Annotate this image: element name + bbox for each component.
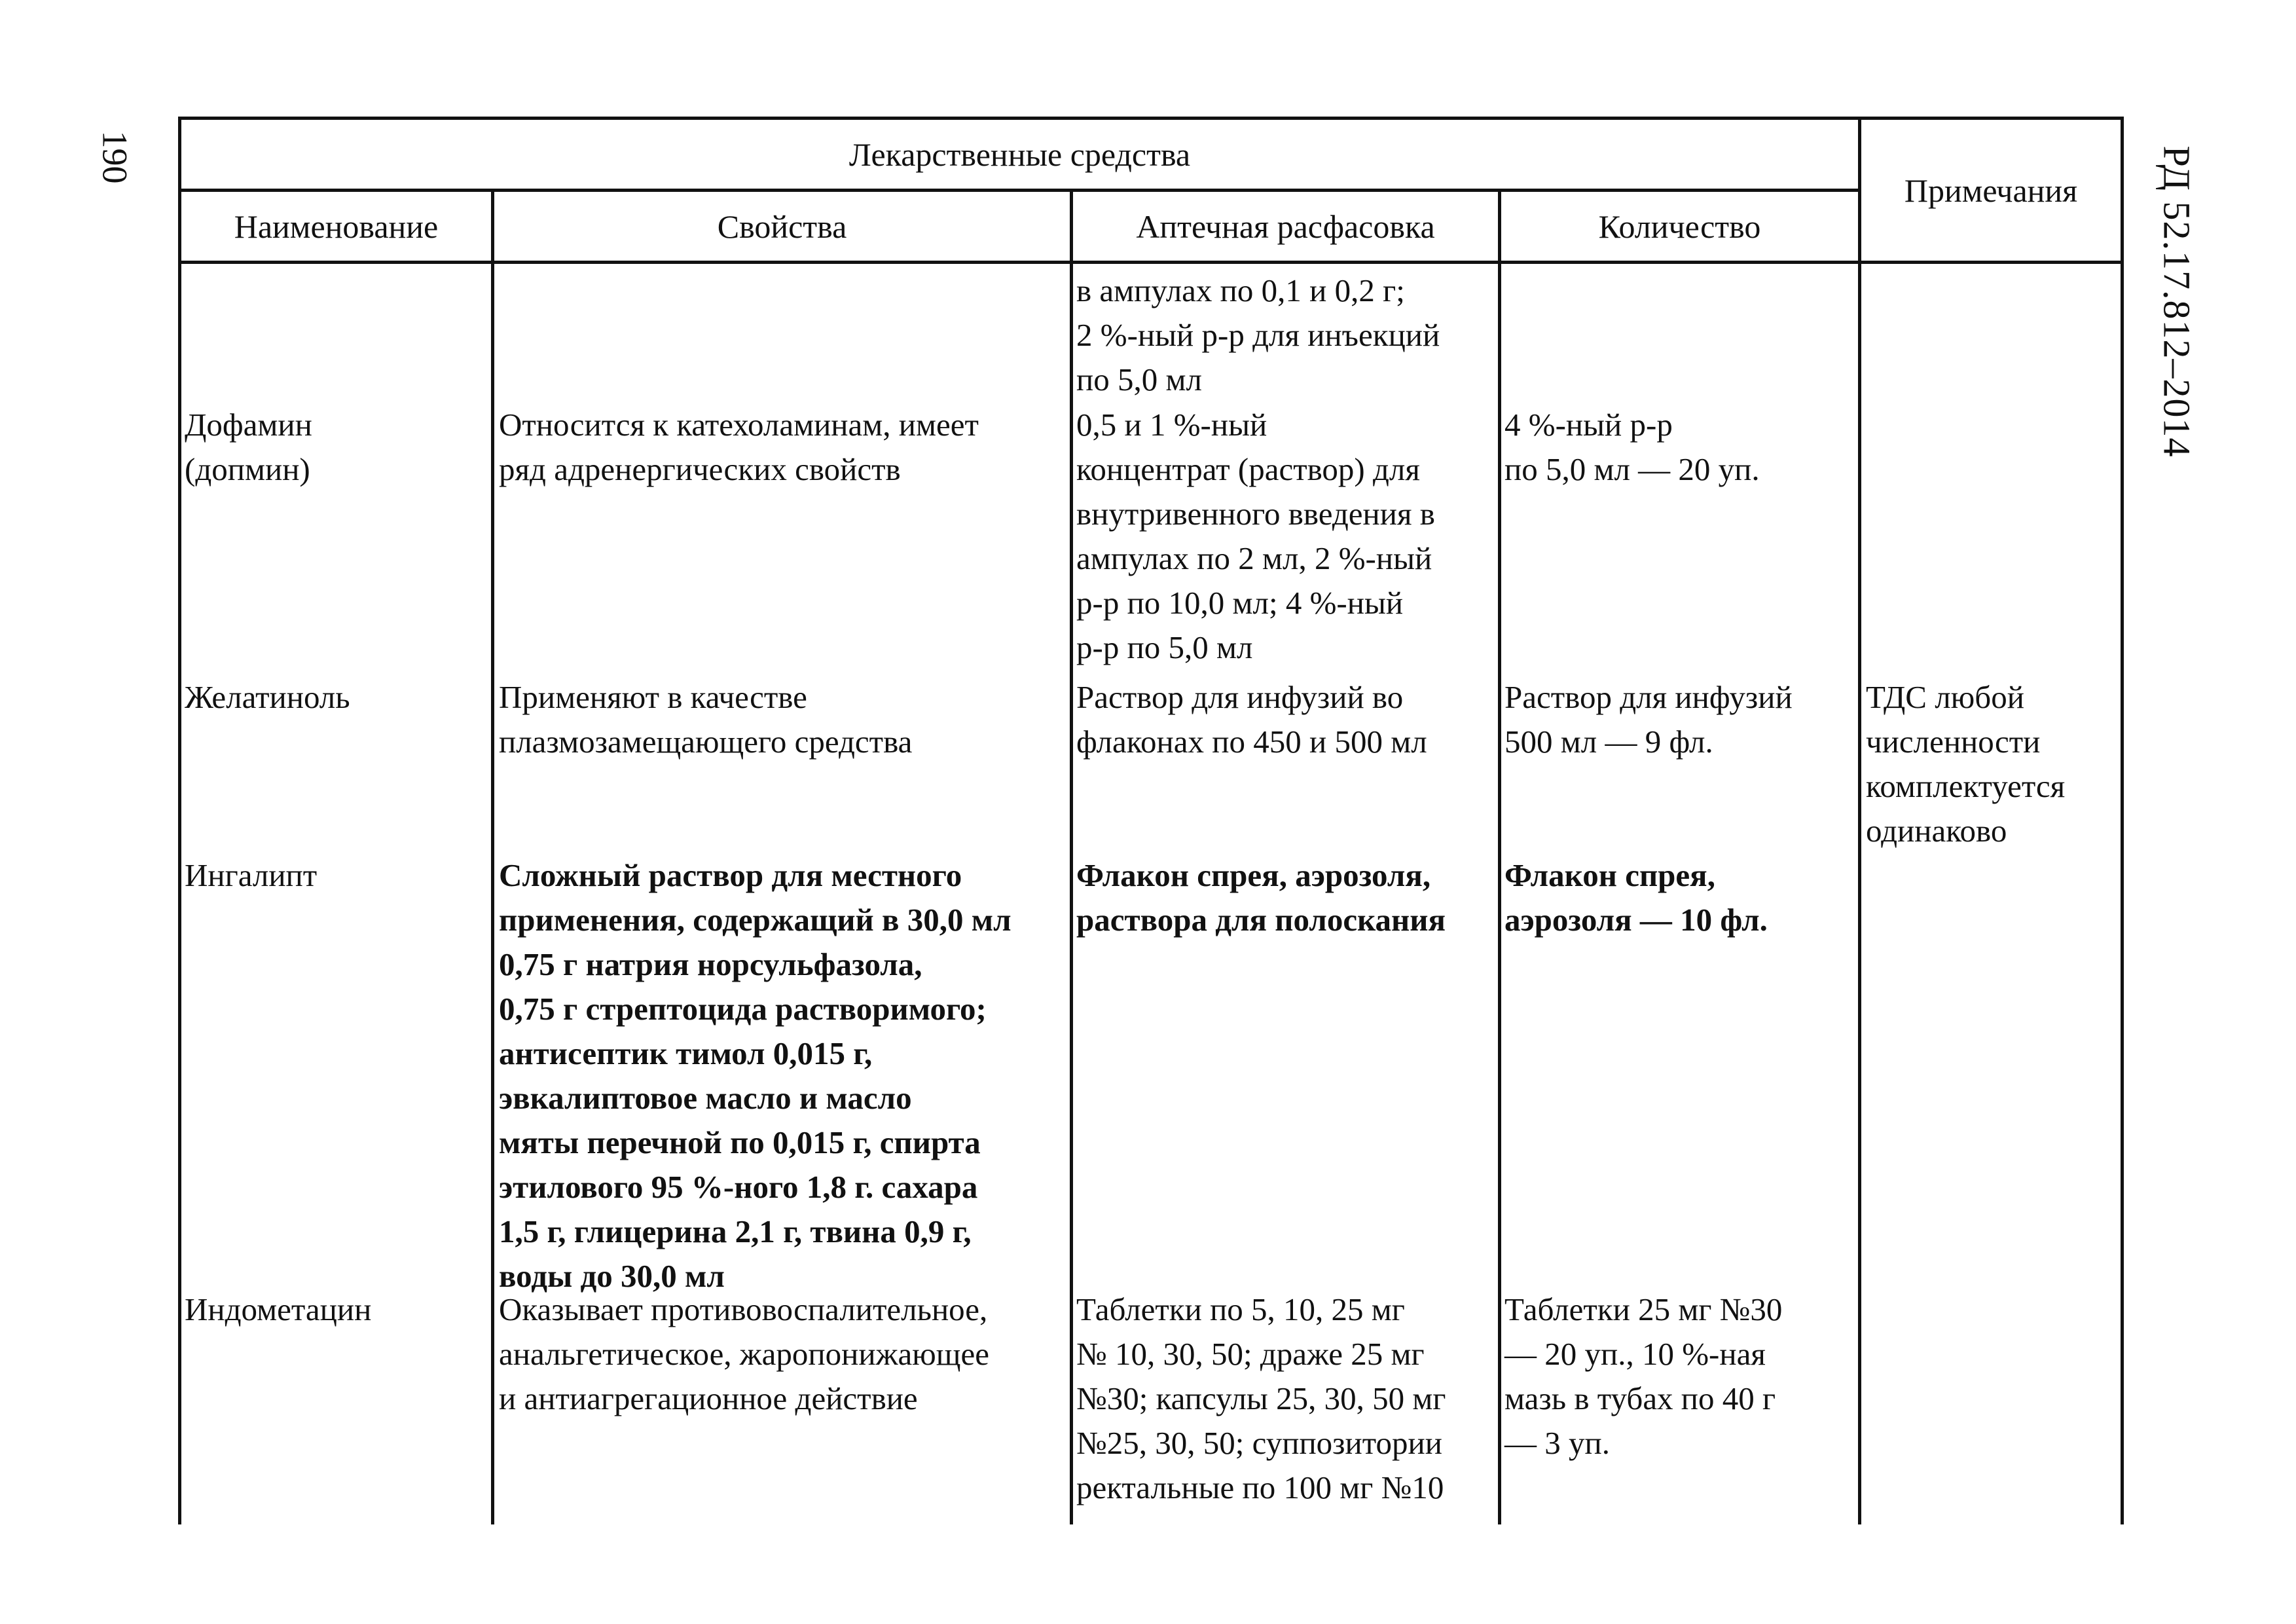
col-border-4 — [1858, 117, 1861, 1524]
table-row-2-notes: ТДС любой численности комплектуется одинаково — [1866, 679, 2066, 849]
col-border-1 — [491, 189, 494, 1524]
table-row-3-name: Ингалипт — [185, 857, 318, 893]
col-border-right — [2121, 117, 2124, 1524]
table-row-4-name: Индометацин — [185, 1291, 372, 1327]
medicines-table — [178, 117, 2124, 1524]
table-row-4-packaging: Таблетки по 5, 10, 25 мг № 10, 30, 50; драже 25 мг №30; капсулы 25, 30, 50 мг №25, 30, 50; суппозитории ректальные по 100 мг №10 — [1076, 1291, 1446, 1505]
table-row-2-packaging: Раствор для инфузий во флаконах по 450 и 500 мл — [1076, 679, 1427, 760]
col-border-3 — [1498, 189, 1501, 1524]
table-row-3-packaging: Флакон спрея, аэрозоля, раствора для полоскания — [1076, 857, 1446, 938]
name-column-header: Наименование — [234, 208, 439, 245]
header-bottom-border — [178, 261, 2124, 264]
col-border-left — [178, 117, 181, 1524]
table-row-2-name: Желатиноль — [185, 679, 350, 715]
continuation-packaging: в ампулах по 0,1 и 0,2 г; 2 %-ный р-р для инъекций по 5,0 мл — [1076, 272, 1440, 397]
table-row-2-properties: Применяют в качестве плазмозамещающего средства — [499, 679, 913, 760]
table-row-4-quantity: Таблетки 25 мг №30 — 20 уп., 10 %-ная мазь в тубах по 40 г — 3 уп. — [1504, 1291, 1783, 1461]
page-number: 190 — [95, 130, 134, 184]
quantity-column-header: Количество — [1598, 208, 1761, 245]
document-code: РД 52.17.812–2014 — [2155, 145, 2198, 457]
notes-header: Примечания — [1904, 172, 2078, 209]
properties-column-header: Свойства — [717, 208, 847, 245]
table-row-1-name: Дофамин (допмин) — [185, 407, 312, 487]
table-row-3-properties: Сложный раствор для местного применения, содержащий в 30,0 мл 0,75 г натрия норсульфазола, 0,75 г стрептоцида растворимого; антисептик тимол 0,015 г, эвкалиптовое масло и масло мяты перечной по 0,015 г, спирта этилового 95 %-ного 1,8 г. сахара 1,5 г, глицерина 2,1 г, твина 0,9 г, воды до 30,0 мл — [499, 857, 1011, 1294]
col-border-2 — [1070, 189, 1073, 1524]
table-row-3-quantity: Флакон спрея, аэрозоля — 10 фл. — [1504, 857, 1768, 938]
packaging-column-header: Аптечная расфасовка — [1136, 208, 1435, 245]
table-row-1-quantity: 4 %-ный р-р по 5,0 мл — 20 уп. — [1504, 407, 1760, 487]
table-row-4-properties: Оказывает противовоспалительное, анальгетическое, жаропонижающее и антиагрегационное действие — [499, 1291, 990, 1416]
table-row-2-quantity: Раствор для инфузий 500 мл — 9 фл. — [1504, 679, 1793, 760]
table-row-1-packaging: 0,5 и 1 %-ный концентрат (раствор) для внутривенного введения в ампулах по 2 мл, 2 %-ный р-р по 10,0 мл; 4 %-ный р-р по 5,0 мл — [1076, 407, 1435, 665]
table-row-1-properties: Относится к катехоламинам, имеет ряд адренергических свойств — [499, 407, 979, 487]
group-header: Лекарственные средства — [848, 136, 1191, 173]
